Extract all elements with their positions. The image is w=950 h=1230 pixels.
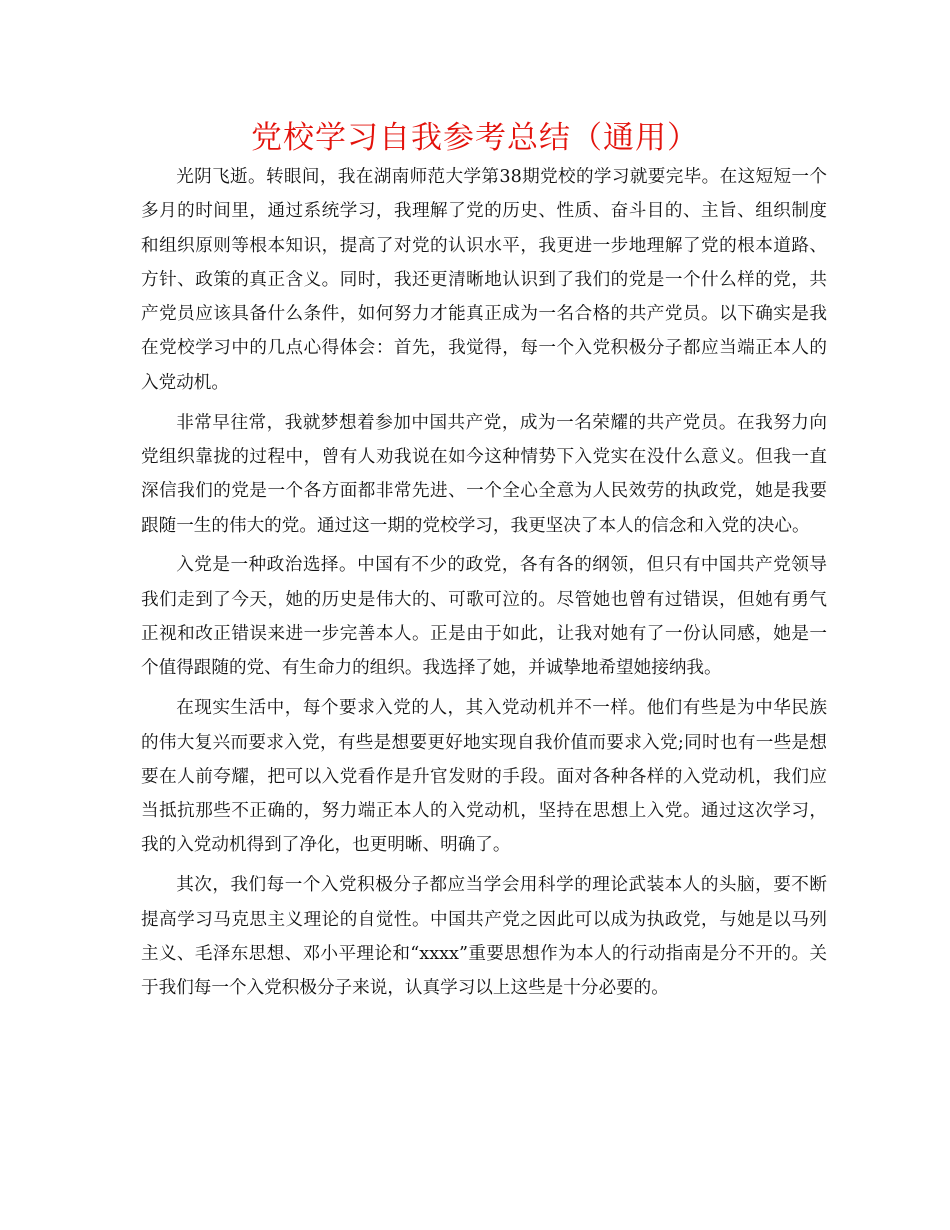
paragraph-4: 在现实生活中，每个要求入党的人，其入党动机并不一样。他们有些是为中华民族的伟大复兴而要求入党，有些是想要更好地实现自我价值而要求入党;同时也有一些是想要在人前夸耀，把可以入党看作是升官发财的手段。面对各种各样的入党动机，我们应当抵抗那些不正确的，努力端正本人的入党动机，坚持在思想上入党。通过这次学习，我的入党动机得到了净化，也更明晰、明确了。 xyxy=(141,698,827,856)
paragraph-1: 光阴飞逝。转眼间，我在湖南师范大学第38期党校的学习就要完毕。在这短短一个多月的时间里，通过系统学习，我理解了党的历史、性质、奋斗目的、主旨、组织制度和组织原则等根本知识，提高了对党的认识水平，我更进一步地理解了党的根本道路、方针、政策的真正含义。同时，我还更清晰地认识到了我们的党是一个什么样的党，共产党员应该具备什么条件，如何努力才能真正成为一名合格的共产党员。以下确实是我在党校学习中的几点心得体会：首先，我觉得，每一个入党积极分子都应当端正本人的入党动机。 xyxy=(141,167,827,393)
document-body xyxy=(141,160,827,1011)
paragraph-5: 其次，我们每一个入党积极分子都应当学会用科学的理论武装本人的头脑，要不断提高学习马克思主义理论的自觉性。中国共产党之因此可以成为执政党，与她是以马列主义、毛泽东思想、邓小平理论和“xxxx”重要思想作为本人的行动指南是分不开的。关于我们每一个入党积极分子来说，认真学习以上这些是十分必要的。 xyxy=(141,875,827,999)
paragraph-2: 非常早往常，我就梦想着参加中国共产党，成为一名荣耀的共产党员。在我努力向党组织靠拢的过程中，曾有人劝我说在如今这种情势下入党实在没什么意义。但我一直深信我们的党是一个各方面都非常先进、一个全心全意为人民效劳的执政党，她是我要跟随一生的伟大的党。通过这一期的党校学习，我更坚决了本人的信念和入党的决心。 xyxy=(141,412,827,536)
document-title: 党校学习自我参考总结（通用） xyxy=(251,120,699,156)
paragraph-3: 入党是一种政治选择。中国有不少的政党，各有各的纲领，但只有中国共产党领导我们走到了今天，她的历史是伟大的、可歌可泣的。尽管她也曾有过错误，但她有勇气正视和改正错误来进一步完善本人。正是由于如此，让我对她有了一份认同感，她是一个值得跟随的党、有生命力的组织。我选择了她，并诚挚地希望她接纳我。 xyxy=(141,555,827,679)
